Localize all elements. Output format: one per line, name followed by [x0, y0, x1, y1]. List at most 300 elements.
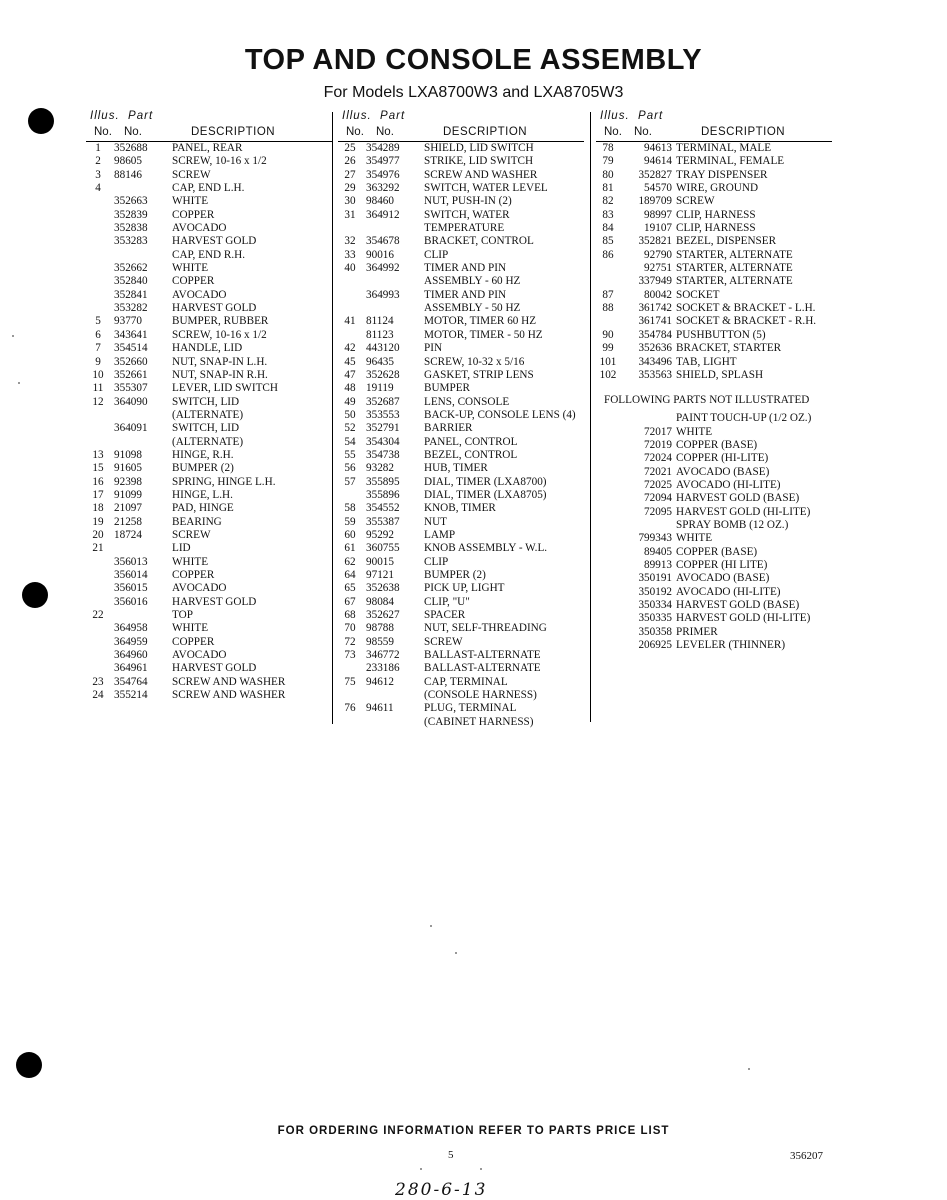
part-number: 90015 [366, 555, 394, 568]
illus-number: 40 [344, 262, 356, 275]
illus-number: 21 [92, 542, 104, 555]
part-description: BUMPER, RUBBER [172, 315, 269, 328]
part-description: PAD, HINGE [172, 502, 234, 515]
part-description: SCREW [172, 528, 211, 541]
parts-row [86, 382, 336, 395]
part-number: 92398 [114, 475, 142, 488]
illus-number: 20 [92, 528, 104, 541]
parts-row [86, 249, 336, 262]
part-number: 355214 [114, 689, 148, 702]
part-number: 352838 [114, 222, 148, 235]
part-description: TIMER AND PIN [424, 262, 507, 275]
illus-number: 62 [344, 555, 356, 568]
part-number: 350335 [638, 612, 672, 625]
part-description: DIAL, TIMER (LXA8700) [424, 475, 547, 488]
parts-row [596, 639, 836, 652]
part-description: COPPER (BASE) [676, 438, 758, 451]
part-number: 92751 [644, 262, 672, 275]
part-description: CLIP, "U" [424, 595, 470, 608]
part-number: 93770 [114, 315, 142, 328]
part-description: HINGE, R.H. [172, 448, 234, 461]
parts-row [596, 356, 836, 369]
illus-number: 13 [92, 448, 104, 461]
part-description: TEMPERATURE [424, 222, 505, 235]
part-description: SCREW, 10-16 x 1/2 [172, 328, 267, 341]
parts-row [86, 689, 336, 702]
parts-row [596, 155, 836, 168]
parts-row [596, 182, 836, 195]
illus-number: 81 [602, 182, 614, 195]
part-description: SOCKET & BRACKET - L.H. [676, 302, 816, 315]
part-description: LEVER, LID SWITCH [172, 382, 278, 395]
parts-row [338, 636, 588, 649]
parts-row [338, 235, 588, 248]
parts-column-1 [86, 108, 336, 702]
parts-row [596, 315, 836, 328]
parts-row [86, 356, 336, 369]
part-number: 352628 [366, 368, 400, 381]
part-description: ASSEMBLY - 50 HZ [424, 302, 521, 315]
parts-row [338, 275, 588, 288]
parts-row [596, 195, 836, 208]
part-number: 354738 [366, 448, 400, 461]
part-number: 353553 [366, 408, 400, 421]
part-description: COPPER [172, 569, 215, 581]
part-number: 354514 [114, 342, 148, 355]
part-number: 350192 [638, 585, 672, 598]
parts-row [86, 516, 336, 529]
part-description: COPPER (HI-LITE) [676, 452, 769, 465]
illus-number: 47 [344, 368, 356, 381]
scan-speck [455, 952, 457, 954]
part-description: HARVEST GOLD [172, 235, 257, 248]
parts-row [86, 155, 336, 168]
parts-row [86, 649, 336, 662]
parts-row [338, 569, 588, 582]
parts-row [86, 436, 336, 449]
part-description: STARTER, ALTERNATE [676, 248, 793, 261]
parts-row [338, 582, 588, 595]
part-number: 353283 [114, 235, 148, 248]
illus-number: 45 [344, 355, 356, 368]
part-description: PANEL, REAR [172, 142, 243, 154]
illus-number: 7 [95, 342, 101, 355]
part-number: 89913 [644, 558, 672, 571]
part-description: SWITCH, WATER LEVEL [424, 182, 548, 195]
parts-row [338, 262, 588, 275]
header-illus-no: No. [604, 126, 622, 138]
parts-row [338, 249, 588, 262]
parts-row [86, 569, 336, 582]
parts-row [338, 342, 588, 355]
parts-row [596, 466, 836, 479]
part-number: 337949 [638, 275, 672, 288]
illus-number: 85 [602, 235, 614, 248]
parts-row [86, 609, 336, 622]
part-number: 98997 [644, 208, 672, 221]
part-number: 346772 [366, 649, 400, 662]
illus-number: 33 [344, 248, 356, 261]
parts-row [596, 369, 836, 382]
illus-number: 86 [602, 248, 614, 261]
part-number: 363292 [366, 182, 400, 195]
header-description: DESCRIPTION [191, 126, 276, 138]
illus-number: 88 [602, 302, 614, 315]
parts-row [86, 422, 336, 435]
part-description: HARVEST GOLD (BASE) [676, 599, 800, 611]
parts-row [596, 599, 836, 612]
parts-row [338, 182, 588, 195]
part-description: SCREW [172, 168, 211, 181]
part-description: COPPER (BASE) [676, 545, 758, 558]
part-number: 355896 [366, 488, 400, 501]
parts-row [338, 409, 588, 422]
punch-hole-bottom [16, 1052, 42, 1078]
parts-row [86, 502, 336, 515]
illus-number: 58 [344, 502, 356, 515]
illus-number: 84 [602, 222, 614, 235]
part-number: 352662 [114, 262, 148, 275]
page-title: TOP AND CONSOLE ASSEMBLY [244, 44, 703, 76]
illus-number: 4 [95, 182, 101, 195]
part-description: SOCKET [676, 288, 720, 301]
part-number: 364959 [114, 635, 148, 648]
part-description: HARVEST GOLD [172, 595, 257, 608]
part-description: SPRAY BOMB (12 OZ.) [676, 518, 789, 531]
part-number: 350191 [638, 572, 672, 585]
part-number: 352638 [366, 582, 400, 595]
illus-number: 49 [344, 395, 356, 408]
column-header [338, 108, 588, 142]
part-description: SCREW [424, 635, 463, 648]
part-number: 72024 [644, 452, 672, 465]
part-description: AVOCADO [172, 288, 227, 301]
part-number: 93282 [366, 462, 394, 475]
part-number: 95292 [366, 528, 394, 541]
parts-row [596, 275, 836, 288]
part-description: COPPER [172, 635, 215, 648]
illus-number: 24 [92, 689, 104, 702]
header-part-no: No. [376, 126, 394, 138]
parts-row [338, 689, 588, 702]
part-description: BUMPER (2) [424, 569, 486, 581]
part-number: 352636 [638, 342, 672, 355]
illus-number: 82 [602, 195, 614, 208]
illus-number: 64 [344, 569, 356, 581]
scan-speck [12, 335, 14, 337]
part-number: 352661 [114, 368, 148, 381]
part-description: SHIELD, SPLASH [676, 368, 764, 381]
part-description: PLUG, TERMINAL [424, 702, 517, 715]
parts-row [596, 439, 836, 452]
part-description: WHITE [676, 425, 713, 438]
part-description: WIRE, GROUND [676, 182, 759, 195]
part-number: 360755 [366, 542, 400, 555]
illus-number: 79 [602, 155, 614, 168]
parts-row [86, 622, 336, 635]
part-description: PICK UP, LIGHT [424, 582, 505, 595]
parts-row [86, 462, 336, 475]
part-description: COPPER (HI LITE) [676, 558, 768, 571]
illus-number: 50 [344, 408, 356, 421]
part-number: 81124 [366, 315, 394, 328]
illus-number: 99 [602, 342, 614, 355]
parts-row [86, 409, 336, 422]
illus-number: 25 [344, 142, 356, 154]
parts-row [596, 289, 836, 302]
parts-row [86, 556, 336, 569]
part-number: 352839 [114, 208, 148, 221]
illus-number: 6 [95, 328, 101, 341]
illus-number: 23 [92, 675, 104, 688]
part-number: 350358 [638, 625, 672, 638]
part-number: 98084 [366, 595, 394, 608]
illus-number: 57 [344, 475, 356, 488]
part-description: SCREW, 10-32 x 5/16 [424, 355, 525, 368]
part-description: MOTOR, TIMER - 50 HZ [424, 328, 543, 341]
part-number: 799343 [638, 532, 672, 545]
illus-number: 17 [92, 488, 104, 501]
scan-speck [430, 925, 432, 927]
part-number: 361741 [638, 315, 672, 328]
parts-row [338, 476, 588, 489]
part-description: NUT, PUSH-IN (2) [424, 195, 512, 208]
part-description: BEZEL, DISPENSER [676, 235, 777, 248]
illus-number: 67 [344, 595, 356, 608]
part-description: STRIKE, LID SWITCH [424, 155, 534, 168]
part-number: 89405 [644, 545, 672, 558]
part-number: 72019 [644, 438, 672, 451]
illus-number: 41 [344, 315, 356, 328]
part-description: HARVEST GOLD (BASE) [676, 492, 800, 505]
part-number: 443120 [366, 342, 400, 355]
part-number: 354784 [638, 328, 672, 341]
parts-row [338, 302, 588, 315]
parts-row [596, 209, 836, 222]
parts-row [338, 382, 588, 395]
part-description: DIAL, TIMER (LXA8705) [424, 488, 547, 501]
parts-row [86, 222, 336, 235]
part-number: 352627 [366, 609, 400, 622]
parts-row [338, 542, 588, 555]
part-description: (ALTERNATE) [172, 408, 244, 421]
parts-row [86, 329, 336, 342]
parts-row [86, 596, 336, 609]
part-number: 354764 [114, 675, 148, 688]
illus-number: 10 [92, 368, 104, 381]
part-description: WHITE [172, 262, 209, 275]
parts-row [338, 315, 588, 328]
parts-row [338, 142, 588, 155]
part-number: 81123 [366, 328, 394, 341]
parts-row [338, 169, 588, 182]
column-divider-2 [590, 112, 591, 722]
part-description: HUB, TIMER [424, 462, 488, 475]
part-number: 352688 [114, 142, 148, 154]
part-number: 352841 [114, 288, 148, 301]
part-number: 355387 [366, 515, 400, 528]
part-number: 355307 [114, 382, 148, 395]
illus-number: 78 [602, 142, 614, 154]
page-subtitle: For Models LXA8700W3 and LXA8705W3 [323, 84, 624, 101]
illus-number: 15 [92, 462, 104, 475]
parts-row [338, 436, 588, 449]
header-part-no: No. [124, 126, 142, 138]
parts-row [596, 612, 836, 625]
part-description: WHITE [172, 622, 209, 635]
part-description: KNOB, TIMER [424, 502, 496, 515]
parts-column-3 [596, 108, 836, 652]
parts-row [338, 356, 588, 369]
parts-row [596, 169, 836, 182]
part-description: SCREW, 10-16 x 1/2 [172, 155, 267, 168]
part-description: LEVELER (THINNER) [676, 639, 786, 652]
parts-list [338, 142, 588, 729]
part-description: BUMPER [424, 382, 471, 395]
part-description: CLIP [424, 248, 449, 261]
parts-row [338, 195, 588, 208]
illus-number: 22 [92, 609, 104, 622]
illus-number: 12 [92, 395, 104, 408]
part-description: SCREW AND WASHER [172, 675, 286, 688]
illus-number: 42 [344, 342, 356, 355]
part-number: 356016 [114, 595, 148, 608]
parts-row [596, 492, 836, 505]
part-number: 356013 [114, 555, 148, 568]
header-illus-no: No. [346, 126, 364, 138]
part-number: 352791 [366, 422, 400, 435]
parts-row [338, 622, 588, 635]
punch-hole-middle [22, 582, 48, 608]
parts-row [338, 329, 588, 342]
parts-row [338, 662, 588, 675]
part-number: 364960 [114, 649, 148, 662]
part-description: SHIELD, LID SWITCH [424, 142, 534, 154]
part-description: SWITCH, WATER [424, 208, 510, 221]
illus-number: 73 [344, 649, 356, 662]
parts-row [338, 649, 588, 662]
parts-row [338, 556, 588, 569]
illus-number: 101 [599, 355, 617, 368]
parts-row [86, 449, 336, 462]
header-illus-part: Illus. Part [90, 110, 154, 122]
part-number: 98460 [366, 195, 394, 208]
part-number: 80042 [644, 288, 672, 301]
parts-row [86, 342, 336, 355]
part-number: 364992 [366, 262, 400, 275]
parts-row [86, 209, 336, 222]
part-description: AVOCADO [172, 582, 227, 595]
part-number: 352827 [638, 168, 672, 181]
part-number: 19119 [366, 382, 394, 395]
parts-row [596, 426, 836, 439]
part-number: 364090 [114, 395, 148, 408]
part-description: SOCKET & BRACKET - R.H. [676, 315, 817, 328]
part-description: CAP, TERMINAL [424, 675, 508, 688]
header-illus-part: Illus. Part [600, 110, 664, 122]
part-description: BARRIER [424, 422, 473, 435]
parts-list [86, 142, 336, 702]
parts-row [86, 396, 336, 409]
illus-number: 9 [95, 355, 101, 368]
part-number: 353563 [638, 368, 672, 381]
parts-row [86, 262, 336, 275]
part-description: BUMPER (2) [172, 462, 234, 475]
scan-speck [18, 382, 20, 384]
part-description: SCREW AND WASHER [424, 168, 538, 181]
illus-number: 18 [92, 502, 104, 515]
illus-number: 32 [344, 235, 356, 248]
part-description: SPRING, HINGE L.H. [172, 475, 276, 488]
part-description: HINGE, L.H. [172, 488, 233, 501]
illus-number: 75 [344, 675, 356, 688]
parts-row [338, 396, 588, 409]
scan-speck [480, 1168, 482, 1170]
scan-speck [420, 1168, 422, 1170]
part-number: 352821 [638, 235, 672, 248]
part-description: AVOCADO [172, 222, 227, 235]
part-description: NUT, SNAP-IN L.H. [172, 355, 268, 368]
illus-number: 83 [602, 208, 614, 221]
parts-row [338, 609, 588, 622]
part-number: 364912 [366, 208, 400, 221]
illus-number: 56 [344, 462, 356, 475]
part-number: 354976 [366, 168, 400, 181]
parts-row [86, 289, 336, 302]
part-description: (ALTERNATE) [172, 435, 244, 448]
parts-row [596, 559, 836, 572]
parts-row [86, 489, 336, 502]
part-description: WHITE [676, 532, 713, 545]
illus-number: 1 [95, 142, 101, 154]
part-number: 19107 [644, 222, 672, 235]
header-illus-part: Illus. Part [342, 110, 406, 122]
part-description: WHITE [172, 195, 209, 208]
illus-number: 52 [344, 422, 356, 435]
illus-number: 68 [344, 609, 356, 622]
parts-row [86, 676, 336, 689]
illus-number: 48 [344, 382, 356, 395]
part-number: 350334 [638, 599, 672, 611]
part-number: 94614 [644, 155, 672, 168]
part-number: 88146 [114, 168, 142, 181]
parts-row [86, 275, 336, 288]
illus-number: 90 [602, 328, 614, 341]
part-number: 98605 [114, 155, 142, 168]
part-number: 352663 [114, 195, 148, 208]
part-description: BALLAST-ALTERNATE [424, 649, 541, 662]
parts-row [338, 516, 588, 529]
part-number: 343641 [114, 328, 148, 341]
part-description: (CONSOLE HARNESS) [424, 689, 537, 702]
parts-row [86, 195, 336, 208]
part-number: 72021 [644, 465, 672, 478]
header-description: DESCRIPTION [443, 126, 528, 138]
part-number: 91099 [114, 488, 142, 501]
illus-number: 55 [344, 448, 356, 461]
illus-number: 102 [599, 368, 617, 381]
parts-row [596, 302, 836, 315]
part-number: 94613 [644, 142, 672, 154]
part-description: STARTER, ALTERNATE [676, 262, 793, 275]
parts-row [338, 462, 588, 475]
part-description: SPACER [424, 609, 466, 622]
part-number: 91605 [114, 462, 142, 475]
part-number: 98788 [366, 622, 394, 635]
part-number: 356015 [114, 582, 148, 595]
part-number: 364993 [366, 288, 400, 301]
part-description: WHITE [172, 555, 209, 568]
